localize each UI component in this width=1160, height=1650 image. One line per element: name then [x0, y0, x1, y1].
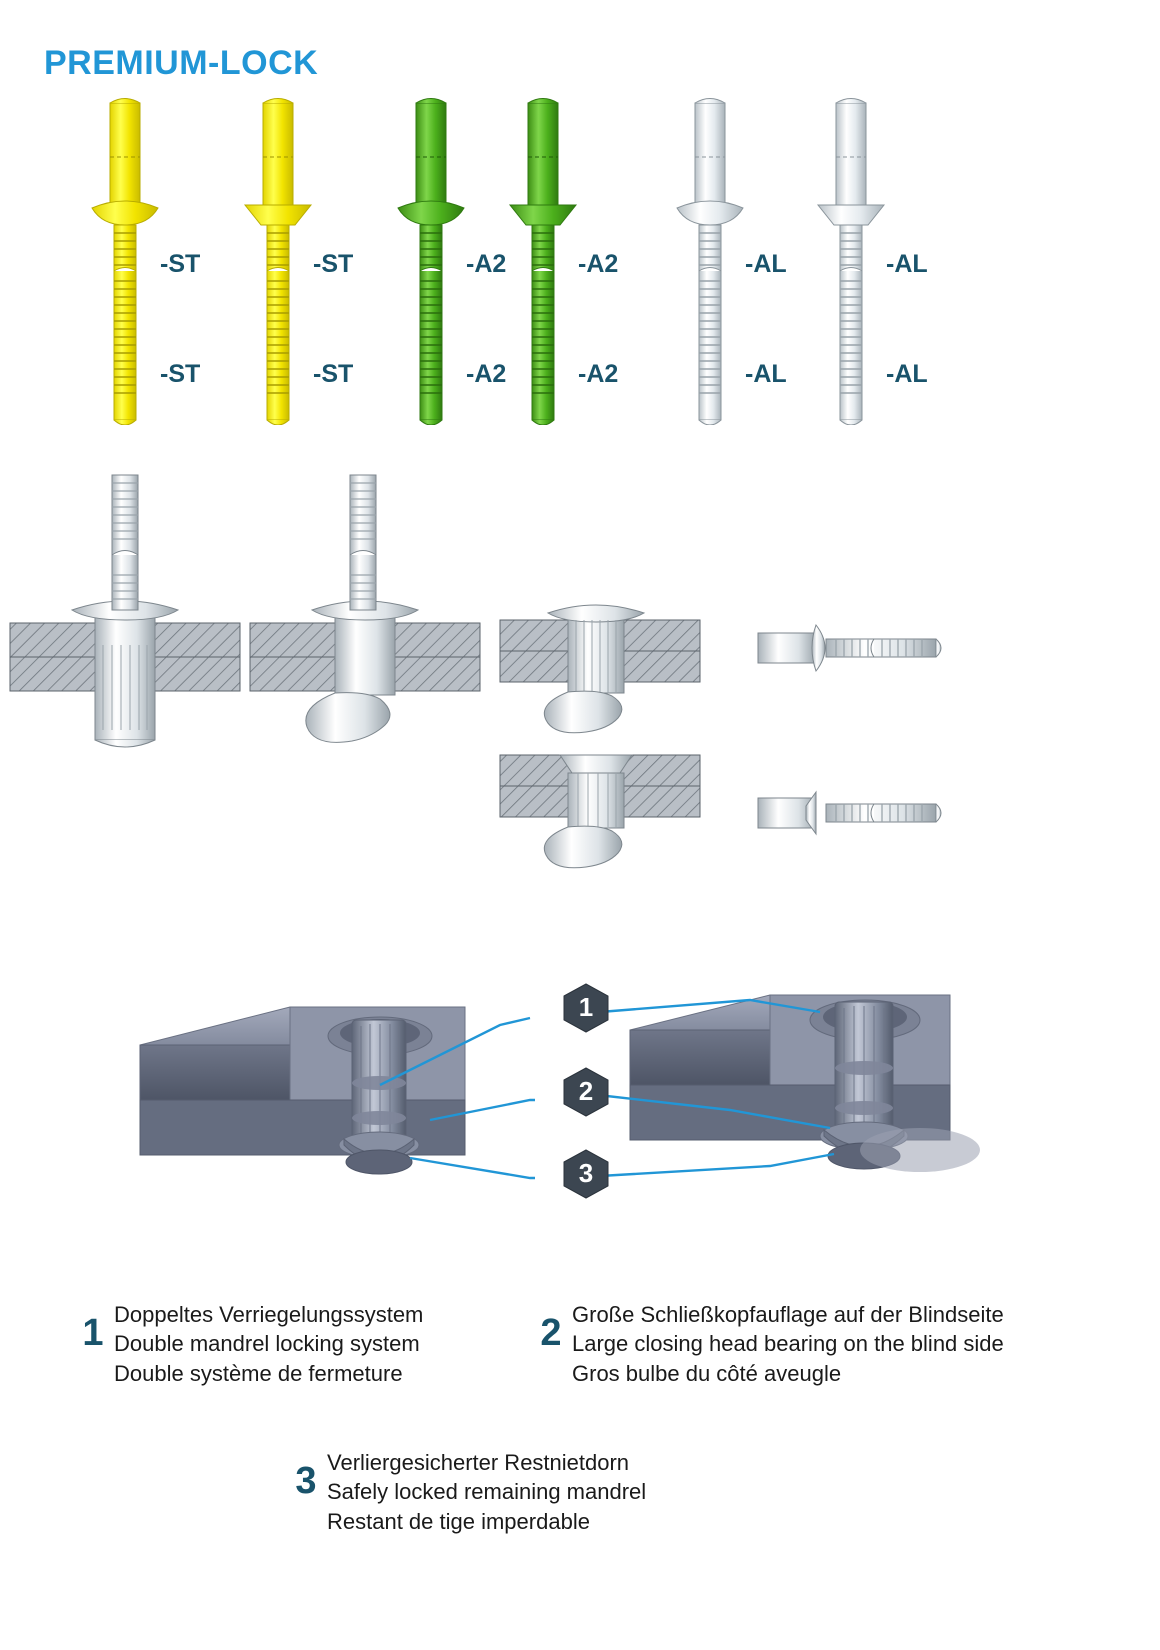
callout-3 — [564, 1150, 608, 1198]
rivet-body-label: -AL — [745, 250, 787, 278]
three-d-callout-graphic — [130, 940, 980, 1240]
callout-1-number: 1 — [578, 992, 594, 1022]
assembly-left — [140, 1007, 465, 1174]
rivet-horizontal-countersunk — [758, 792, 941, 834]
legend-item-3-de: Verliergesicherter Restnietdorn — [327, 1450, 630, 1475]
rivet-mandrel-label: -AL — [886, 360, 928, 388]
rivet-al-countersunk — [816, 95, 936, 425]
rivet-body-label: -AL — [886, 250, 928, 278]
callout-2 — [564, 1068, 608, 1116]
rivet-a2-dome-graphic — [396, 95, 526, 425]
legend-item-2-text — [572, 1300, 1004, 1388]
legend-item-1 — [72, 1300, 423, 1388]
three-d-callout-image — [130, 940, 980, 1240]
rivet-al-dome — [675, 95, 795, 425]
callout-2-number: 2 — [578, 1076, 594, 1106]
legend-item-1-fr: Double système de fermeture — [114, 1360, 403, 1386]
legend-item-2-de: Große Schließkopfauflage auf der Blindseite — [572, 1302, 1004, 1327]
setting-sequence-row — [0, 455, 1160, 895]
rivet-mandrel-label: -ST — [313, 360, 354, 388]
setting-sequence-graphic — [0, 455, 1160, 895]
legend-item-1-text — [114, 1300, 423, 1388]
rivet-a2-dome — [396, 95, 516, 425]
rivet-variants-row — [0, 95, 1160, 425]
rivet-body-label: -ST — [313, 250, 354, 278]
legend-item-1-en: Double mandrel locking system — [114, 1331, 420, 1357]
legend-item-2 — [530, 1300, 1004, 1388]
rivet-a2-countersunk-graphic — [508, 95, 638, 425]
rivet-body-label: -ST — [160, 250, 201, 278]
legend-item-2-fr: Gros bulbe du côté aveugle — [572, 1360, 842, 1386]
rivet-a2-countersunk — [508, 95, 628, 425]
legend-item-1-number: 1 — [82, 1312, 104, 1354]
legend-item-3-text — [327, 1448, 646, 1536]
rivet-mandrel-label: -AL — [745, 360, 787, 388]
legend-item-3 — [285, 1448, 646, 1536]
section-step-inserted — [10, 475, 240, 747]
rivet-body-label: -A2 — [466, 250, 507, 278]
rivet-st-dome — [90, 95, 210, 425]
legend-item-2-number: 2 — [540, 1312, 562, 1354]
rivet-body-label: -A2 — [578, 250, 619, 278]
legend-item-3-en: Safely locked remaining mandrel — [327, 1479, 647, 1505]
rivet-mandrel-label: -A2 — [578, 360, 619, 388]
rivet-st-dome-graphic — [90, 95, 220, 425]
rivet-mandrel-label: -ST — [160, 360, 201, 388]
page-title: PREMIUM-LOCK — [44, 44, 319, 82]
callout-3-number: 3 — [578, 1158, 594, 1188]
rivet-st-countersunk-graphic — [243, 95, 373, 425]
legend-item-2-en: Large closing head bearing on the blind side — [572, 1331, 1004, 1357]
section-step-set-countersunk — [500, 755, 700, 868]
section-step-bulbing — [250, 475, 480, 742]
legend-item-1-de: Doppeltes Verriegelungssystem — [114, 1302, 424, 1327]
assembly-right — [630, 995, 980, 1172]
legend-item-3-fr: Restant de tige imperdable — [327, 1508, 590, 1534]
rivet-st-countersunk — [243, 95, 363, 425]
callout-1 — [564, 984, 608, 1032]
section-step-set-dome — [500, 605, 700, 733]
rivet-mandrel-label: -A2 — [466, 360, 507, 388]
legend-item-3-number: 3 — [295, 1460, 317, 1502]
rivet-horizontal-dome — [758, 625, 941, 671]
